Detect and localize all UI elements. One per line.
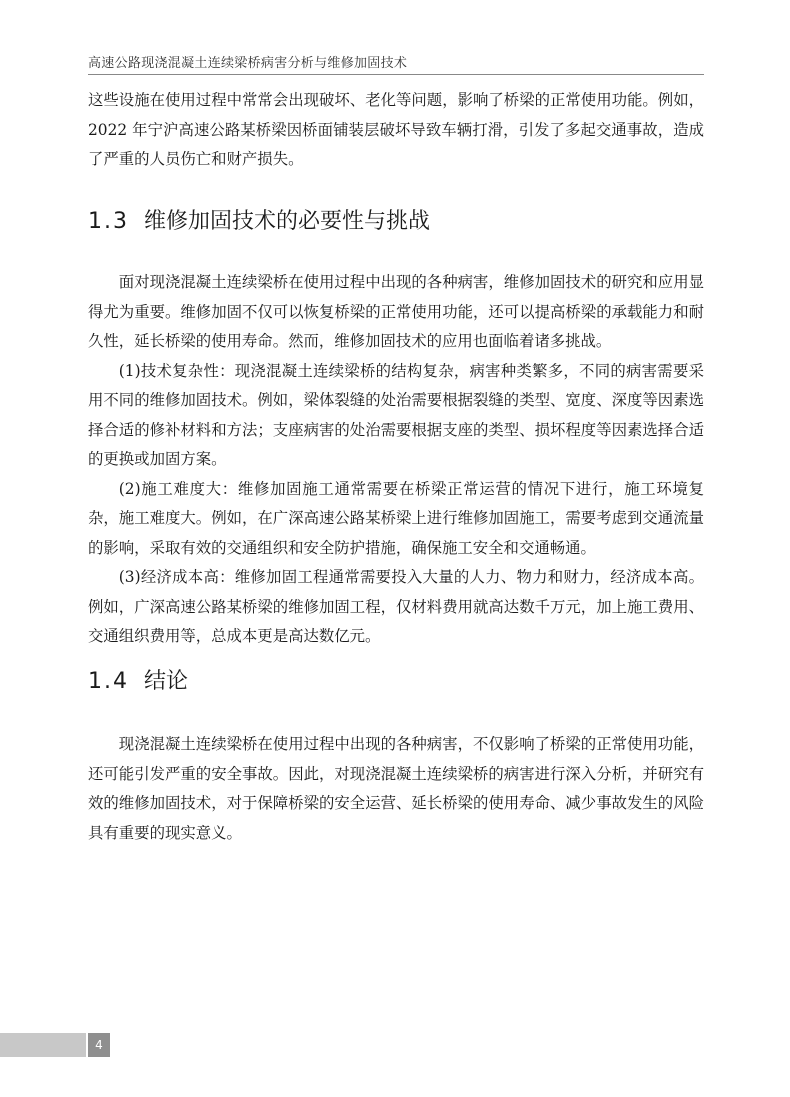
page-number: 4 [88,1033,110,1057]
section-number: 1.3 [88,209,129,234]
paragraph: 现浇混凝土连续梁桥在使用过程中出现的各种病害，不仅影响了桥梁的正常使用功能，还可能引发严重的安全事故。因此，对现浇混凝土连续梁桥的病害进行深入分析，并研究有效的维修加固技术，对于保障桥梁的安全运营、延长桥梁的使用寿命、减少事故发生的风险具有重要的现实意义。 [88,735,704,842]
paragraph: (3)经济成本高：维修加固工程通常需要投入大量的人力、物力和财力，经济成本高。例如，广深高速公路某桥梁的维修加固工程，仅材料费用就高达数千万元，加上施工费用、交通组织费用等，总成本更是高达数亿元。 [88,568,704,645]
intro-block [88,86,704,175]
paragraph: (2)施工难度大：维修加固施工通常需要在桥梁正常运营的情况下进行，施工环境复杂，施工难度大。例如，在广深高速公路某桥梁上进行维修加固施工，需要考虑到交通流量的影响，采取有效的交通组织和安全防护措施，确保施工安全和交通畅通。 [88,479,704,557]
paragraph: 面对现浇混凝土连续梁桥在使用过程中出现的各种病害，维修加固技术的研究和应用显得尤为重要。维修加固不仅可以恢复桥梁的正常使用功能，还可以提高桥梁的承载能力和耐久性，延长桥梁的使用寿命。然而，维修加固技术的应用也面临着诸多挑战。 [88,273,704,350]
section-number: 1.4 [88,669,129,694]
section-heading-1-4 [88,664,188,695]
section-1-3-body [88,268,704,652]
running-header: 高速公路现浇混凝土连续梁桥病害分析与维修加固技术 [88,56,408,71]
section-heading-1-3 [88,204,430,235]
intro-paragraph: 这些设施在使用过程中常常会出现破坏、老化等问题，影响了桥梁的正常使用功能。例如，2022 年宁沪高速公路某桥梁因桥面铺装层破坏导致车辆打滑，引发了多起交通事故，造成了严重的人员伤亡和财产损失。 [88,91,704,168]
section-1-4-body [88,730,704,848]
section-title: 结论 [144,669,189,694]
header-rule [88,74,704,75]
section-title: 维修加固技术的必要性与挑战 [144,209,431,234]
paragraph: (1)技术复杂性：现浇混凝土连续梁桥的结构复杂，病害种类繁多，不同的病害需要采用不同的维修加固技术。例如，梁体裂缝的处治需要根据裂缝的类型、宽度、深度等因素选择合适的修补材料和方法；支座病害的处治需要根据支座的类型、损坏程度等因素选择合适的更换或加固方案。 [88,361,704,468]
footer-bar [0,1033,86,1057]
